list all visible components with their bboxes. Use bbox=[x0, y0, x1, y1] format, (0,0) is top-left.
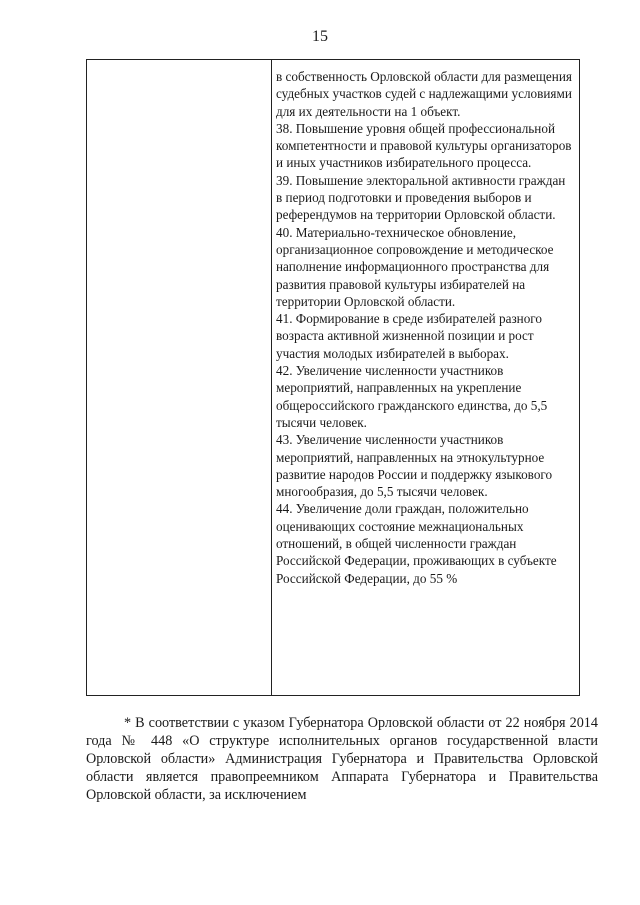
table-right-cell bbox=[272, 60, 579, 695]
table-paragraph: 43. Увеличение численности участников мероприятий, направленных на этнокультурное развитие народов России и поддержку языкового многообразия, до 5,5 тысячи человек. bbox=[276, 432, 553, 500]
footnote bbox=[86, 714, 598, 804]
table-paragraph: 39. Повышение электоральной активности граждан в период подготовки и проведения выборов и референдумов на территории Орловской области. bbox=[276, 172, 566, 223]
program-table bbox=[86, 59, 580, 696]
table-paragraph: 41. Формирование в среде избирателей разного возраста активной жизненной позиции и рост участия молодых избирателей в выборах. bbox=[276, 311, 542, 361]
page-number: 15 bbox=[312, 28, 328, 45]
table-paragraph: 44. Увеличение доли граждан, положительно оценивающих состояние межнациональных отношений, в общей численности граждан Российской Федерации, проживающих в субъекте Российской Федерации, до 55 % bbox=[276, 501, 557, 586]
table-left-cell bbox=[87, 60, 272, 695]
footnote-text: * В соответствии с указом Губернатора Орловской области от 22 ноября 2014 года № 448 «О структуре исполнительных органов государственной власти Орловской области» Администрация Губернатора и Правительства Орловской области является правопреемником Аппарата Губернатора и Правительства Орловской области, за исключением bbox=[86, 715, 598, 803]
table-paragraph: 40. Материально-техническое обновление, организационное сопровождение и методическое наполнение информационного пространства для развития правовой культуры избирателей на территории Орловской области. bbox=[276, 224, 554, 309]
table-paragraph: 38. Повышение уровня общей профессиональной компетентности и правовой культуры организаторов и иных участников избирательного процесса. bbox=[276, 120, 572, 171]
table-paragraph: в собственность Орловской области для размещения судебных участков судей с надлежащими условиями для их деятельности на 1 объект. bbox=[276, 69, 572, 119]
table-paragraph: 42. Увеличение численности участников мероприятий, направленных на укрепление общероссийского гражданского единства, до 5,5 тысячи человек. bbox=[276, 363, 548, 430]
